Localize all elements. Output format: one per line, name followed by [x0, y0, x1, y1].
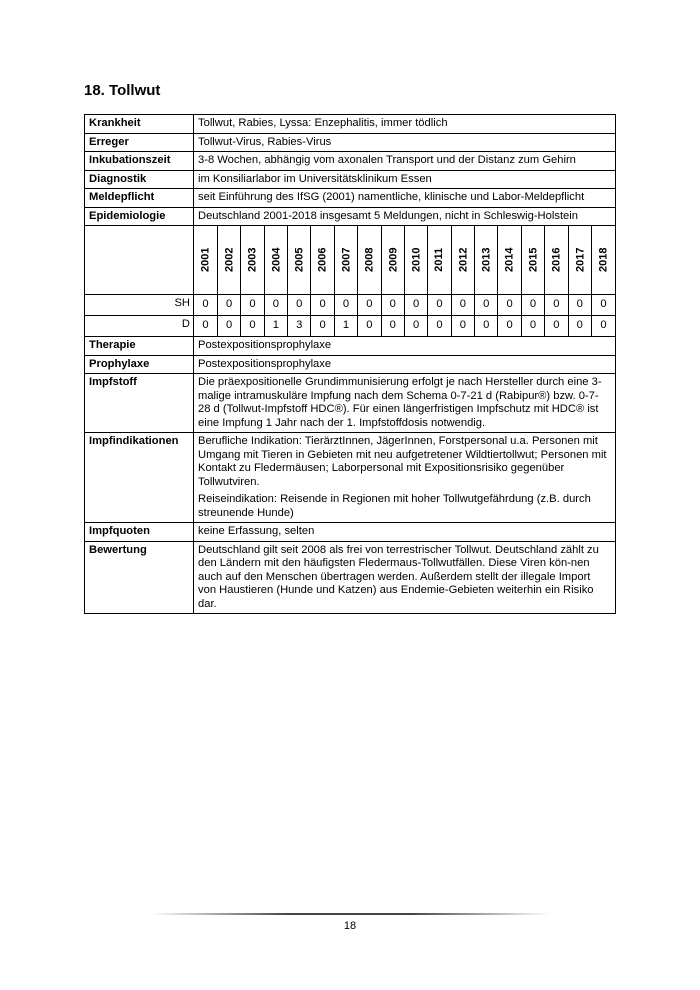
count-sh-2013: 0 — [475, 295, 498, 315]
count-sh-2001: 0 — [194, 295, 217, 315]
count-d-2010: 0 — [404, 316, 427, 336]
year-header-2002 — [217, 226, 240, 294]
label-sh: SH — [85, 295, 194, 316]
count-sh-2006: 0 — [311, 295, 334, 315]
label-epidemiologie: Epidemiologie — [85, 207, 194, 226]
value-erreger: Tollwut-Virus, Rabies-Virus — [194, 133, 616, 152]
count-sh-2008: 0 — [358, 295, 381, 315]
year-header-2004 — [264, 226, 287, 294]
count-sh-2015: 0 — [521, 295, 544, 315]
row-impfindikationen — [85, 433, 616, 523]
year-header-2001 — [194, 226, 217, 294]
year-header-2005 — [288, 226, 311, 294]
value-epidemiologie: Deutschland 2001-2018 insgesamt 5 Meldungen, nicht in Schleswig-Holstein — [194, 207, 616, 226]
label-prophylaxe: Prophylaxe — [85, 355, 194, 374]
count-d-2011: 0 — [428, 316, 451, 336]
section-title: 18. Tollwut — [84, 82, 161, 99]
year-header-2015 — [521, 226, 544, 294]
year-header-2017 — [568, 226, 591, 294]
count-sh-2010: 0 — [404, 295, 427, 315]
year-label: 2002 — [223, 247, 236, 273]
count-d-2009: 0 — [381, 316, 404, 336]
row-epidemiologie — [85, 207, 616, 226]
page-number: 18 — [343, 920, 357, 932]
count-sh-2018: 0 — [600, 298, 607, 311]
count-d-2002: 0 — [217, 316, 240, 336]
year-label: 2007 — [340, 247, 353, 273]
year-header-2013 — [475, 226, 498, 294]
counts-sh-row — [194, 295, 615, 315]
year-header-2016 — [545, 226, 568, 294]
label-therapie: Therapie — [85, 337, 194, 356]
year-header-2006 — [311, 226, 334, 294]
value-therapie: Postexpositionsprophylaxe — [194, 337, 616, 356]
year-header-2007 — [334, 226, 357, 294]
counts-sh-grid — [194, 295, 615, 315]
row-counts-sh — [85, 295, 616, 316]
count-d-2012: 0 — [451, 316, 474, 336]
value-impfquoten: keine Erfassung, selten — [194, 523, 616, 542]
tollwut-table — [84, 114, 616, 614]
year-label: 2011 — [433, 248, 446, 272]
row-diagnostik — [85, 170, 616, 189]
count-d-2006: 0 — [311, 316, 334, 336]
label-bewertung: Bewertung — [85, 541, 194, 614]
impfindikationen-reise: Reiseindikation: Reisende in Regionen mit hoher Tollwutgefährdung (z.B. durch streunende Hunde) — [198, 493, 591, 519]
count-sh-2003: 0 — [241, 295, 264, 315]
count-sh-2012: 0 — [451, 295, 474, 315]
count-d-2001: 0 — [194, 316, 217, 336]
value-diagnostik: im Konsiliarlabor im Universitätsklinikum Essen — [194, 170, 616, 189]
year-label: 2017 — [573, 247, 586, 273]
count-sh-2007: 0 — [334, 295, 357, 315]
row-counts-d — [85, 316, 616, 337]
count-sh-2005: 0 — [288, 295, 311, 315]
year-label: 2003 — [246, 247, 259, 273]
row-bewertung — [85, 541, 616, 614]
count-d-2003: 0 — [241, 316, 264, 336]
count-sh-2004: 0 — [264, 295, 287, 315]
row-inkubationszeit — [85, 152, 616, 171]
value-inkubationszeit: 3-8 Wochen, abhängig vom axonalen Transport und der Distanz zum Gehirn — [194, 152, 616, 171]
label-impfstoff: Impfstoff — [85, 374, 194, 433]
year-header-grid — [194, 226, 615, 294]
year-label: 2018 — [597, 247, 610, 273]
year-label: 2014 — [503, 247, 516, 273]
count-d-2013: 0 — [475, 316, 498, 336]
count-d-2017: 0 — [568, 316, 591, 336]
year-label: 2013 — [480, 247, 493, 273]
year-header-2010 — [404, 226, 427, 294]
label-impfindikationen: Impfindikationen — [85, 433, 194, 523]
count-d-2015: 0 — [521, 316, 544, 336]
year-header-spacer — [85, 226, 194, 295]
label-impfquoten: Impfquoten — [85, 523, 194, 542]
value-bewertung: Deutschland gilt seit 2008 als frei von terrestrischer Tollwut. Deutschland zählt zu den Ländern mit den häufigsten Fledermaus-Tollwutfällen. Diese Viren kön-nen auch auf den Menschen übertragen werden. Außerdem stellt der illegale Import von Haustieren (Hunde und Katzen) aus Endemie-Gebieten weiterhin ein Risiko dar. — [194, 541, 616, 614]
counts-d-cell — [194, 316, 616, 337]
year-label: 2010 — [410, 247, 423, 273]
label-erreger: Erreger — [85, 133, 194, 152]
row-krankheit — [85, 115, 616, 134]
label-inkubationszeit: Inkubationszeit — [85, 152, 194, 171]
year-label: 2009 — [386, 247, 399, 273]
impfindikationen-berufliche: Berufliche Indikation: TierärztInnen, JägerInnen, Forstpersonal u.a. Personen mit Umgang mit Tieren in Gebieten mit neu aufgetretener Wildtiertollwut; Personen mit Kontakt zu Fledermäusen; Laborpersonal mit Expositionsrisiko gegenüber Tollwutviren. — [198, 435, 607, 488]
row-prophylaxe — [85, 355, 616, 374]
row-impfquoten — [85, 523, 616, 542]
count-d-2005: 3 — [288, 316, 311, 336]
label-krankheit: Krankheit — [85, 115, 194, 134]
count-sh-2002: 0 — [217, 295, 240, 315]
label-diagnostik: Diagnostik — [85, 170, 194, 189]
year-header-2014 — [498, 226, 521, 294]
year-label: 2016 — [550, 247, 563, 273]
label-meldepflicht: Meldepflicht — [85, 189, 194, 208]
row-year-header — [85, 226, 616, 295]
row-therapie — [85, 337, 616, 356]
value-impfstoff: Die präexpositionelle Grundimmunisierung erfolgt je nach Hersteller durch eine 3-malige intramuskuläre Impfung nach dem Schema 0-7-21 d (Rabipur®) bzw. 0-7-28 d (Tollwut-Impfstoff HDC®). Für einen längerfristigen Impfschutz mit HDC® ist eine Impfung 1 Jahr nach der 1. Impfstoffdosis notwendig. — [194, 374, 616, 433]
year-header-2018 — [591, 226, 615, 294]
value-krankheit: Tollwut, Rabies, Lyssa: Enzephalitis, immer tödlich — [194, 115, 616, 134]
count-d-2007: 1 — [334, 316, 357, 336]
year-label: 2015 — [527, 247, 540, 273]
footer-divider — [150, 913, 550, 915]
label-d: D — [85, 316, 194, 337]
value-impfindikationen — [194, 433, 616, 523]
count-d-2016: 0 — [545, 316, 568, 336]
count-sh-2011: 0 — [428, 295, 451, 315]
year-header-2009 — [381, 226, 404, 294]
count-d-2014: 0 — [498, 316, 521, 336]
row-impfstoff — [85, 374, 616, 433]
year-header-2008 — [358, 226, 381, 294]
count-sh-2014: 0 — [498, 295, 521, 315]
count-d-2004: 1 — [264, 316, 287, 336]
year-label: 2012 — [457, 247, 470, 273]
year-label: 2001 — [199, 247, 212, 273]
count-d-2008: 0 — [358, 316, 381, 336]
year-label: 2004 — [270, 247, 283, 273]
year-header-row — [194, 226, 615, 294]
counts-d-row — [194, 316, 615, 336]
year-header-2003 — [241, 226, 264, 294]
year-label: 2008 — [363, 247, 376, 273]
year-header-2012 — [451, 226, 474, 294]
year-header-cell — [194, 226, 616, 295]
count-sh-2009: 0 — [381, 295, 404, 315]
row-meldepflicht — [85, 189, 616, 208]
year-header-2011 — [428, 226, 451, 294]
year-label: 2006 — [316, 247, 329, 273]
count-sh-2016: 0 — [545, 295, 568, 315]
value-prophylaxe: Postexpositionsprophylaxe — [194, 355, 616, 374]
count-d-2018: 0 — [600, 319, 607, 332]
year-label: 2005 — [293, 247, 306, 273]
value-meldepflicht: seit Einführung des IfSG (2001) namentliche, klinische und Labor-Meldepflicht — [194, 189, 616, 208]
counts-d-grid — [194, 316, 615, 336]
row-erreger — [85, 133, 616, 152]
counts-sh-cell — [194, 295, 616, 316]
count-sh-2017: 0 — [568, 295, 591, 315]
